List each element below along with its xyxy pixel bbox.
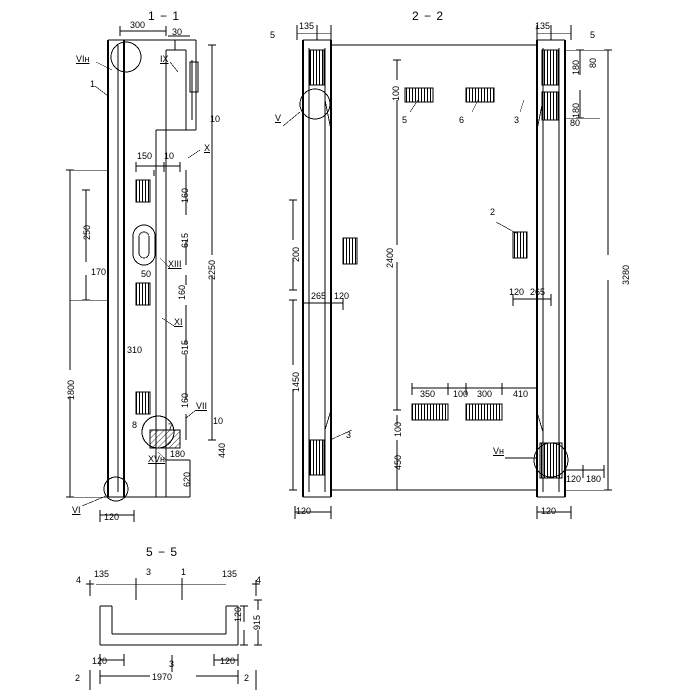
- mark-label: 4: [76, 575, 82, 585]
- dim-label: 180: [571, 59, 581, 75]
- dim-label: 120: [104, 512, 120, 522]
- dim-label: 120: [509, 287, 525, 297]
- mark-label: 3: [146, 567, 152, 577]
- dim-label: 2400: [385, 247, 395, 268]
- dim-label: 265: [311, 291, 327, 301]
- mark-label: 5: [590, 30, 596, 40]
- mark-label: 4: [256, 575, 262, 585]
- dim-label: 135: [222, 569, 238, 579]
- dim-label: 150: [137, 151, 153, 161]
- dim-label: 265: [530, 287, 546, 297]
- dim-label: 915: [252, 614, 262, 630]
- dim-label: 300: [477, 389, 493, 399]
- dim-label: 620: [182, 471, 192, 487]
- dim-label: 120: [334, 291, 350, 301]
- part-number: 7: [168, 422, 174, 432]
- part-number: 5: [402, 115, 408, 125]
- part-number: 3: [346, 430, 352, 440]
- view-title-2-2: 2 − 2: [412, 9, 445, 23]
- mark-label: 5: [270, 30, 276, 40]
- dim-label: 1970: [152, 672, 173, 682]
- dim-label: 250: [82, 224, 92, 240]
- dim-label: 50: [141, 269, 152, 279]
- dim-label: 615: [180, 232, 190, 248]
- dim-label: 160: [180, 187, 190, 203]
- dim-label: 120: [541, 506, 557, 516]
- dim-label: 180: [170, 449, 186, 459]
- dim-label: 160: [177, 284, 187, 300]
- dim-label: 450: [393, 454, 403, 470]
- dim-label: 80: [588, 57, 598, 68]
- part-number: 1: [90, 79, 96, 89]
- dim-label: 615: [180, 339, 190, 355]
- mark-label: VII: [196, 401, 208, 411]
- dim-label: 180: [586, 474, 602, 484]
- dim-label: 3: [169, 659, 175, 669]
- dim-label: 350: [420, 389, 436, 399]
- dim-label: 30: [172, 27, 183, 37]
- dim-label: 3280: [621, 264, 631, 285]
- part-number: 2: [490, 207, 496, 217]
- dim-label: 135: [299, 21, 315, 31]
- mark-label: VIн: [76, 54, 90, 64]
- part-number: 8: [132, 420, 138, 430]
- dim-label: 2250: [207, 259, 217, 280]
- dim-label: 1450: [291, 371, 301, 392]
- dim-label: 100: [453, 389, 469, 399]
- part-number: 6: [459, 115, 465, 125]
- dim-label: 10: [213, 416, 224, 426]
- mark-label: 1: [181, 567, 187, 577]
- dim-label: 160: [180, 392, 190, 408]
- dim-label: 135: [94, 569, 110, 579]
- dim-label: 120: [220, 656, 236, 666]
- dim-label: 135: [535, 21, 551, 31]
- dim-label: 310: [127, 345, 143, 355]
- mark-label: X: [204, 143, 211, 153]
- dim-label: 80: [570, 118, 581, 128]
- view-title-5-5: 5 − 5: [146, 545, 179, 559]
- dim-label: 1800: [66, 379, 76, 400]
- mark-label: IX: [160, 54, 169, 64]
- mark-label: VI: [72, 505, 81, 515]
- dim-label: 100: [391, 85, 401, 101]
- dim-label: 440: [217, 442, 227, 458]
- part-number: 3: [514, 115, 520, 125]
- mark-label: 2: [75, 673, 81, 683]
- mark-label: XVн: [148, 454, 165, 464]
- dim-label: 100: [393, 421, 403, 437]
- dim-label: 200: [291, 246, 301, 262]
- dim-label: 300: [130, 20, 146, 30]
- dim-label: 120: [92, 656, 108, 666]
- dim-label: 10: [210, 114, 221, 124]
- dim-label: 410: [513, 389, 529, 399]
- dim-label: 10: [164, 151, 175, 161]
- dim-label: 170: [91, 267, 107, 277]
- mark-label: Vн: [493, 446, 504, 456]
- dim-label: 120: [566, 474, 582, 484]
- mark-label: 2: [244, 673, 250, 683]
- dim-label: 120: [296, 506, 312, 516]
- view-title-1-1: 1 − 1: [148, 9, 181, 23]
- mark-label: XIII: [168, 259, 182, 269]
- mark-label: XI: [174, 317, 183, 327]
- dim-label: 120: [233, 606, 243, 622]
- mark-label: V: [275, 113, 282, 123]
- dim-label: 180: [571, 102, 581, 118]
